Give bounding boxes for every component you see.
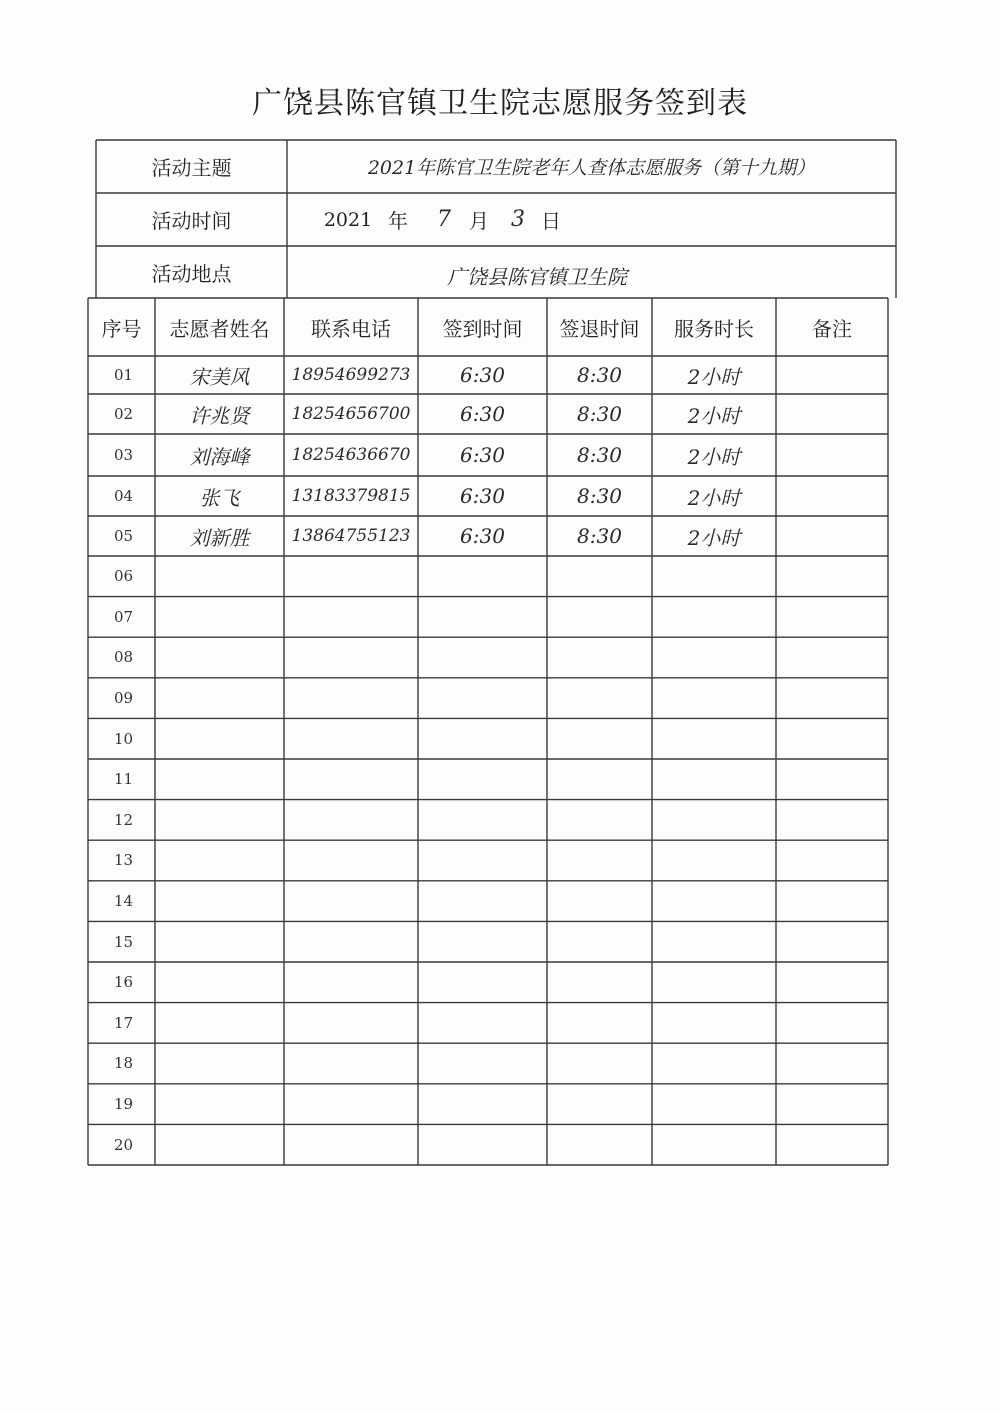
- note: [776, 800, 888, 841]
- time-label: 活动时间: [151, 209, 232, 233]
- sign-out-time: [547, 921, 652, 962]
- volunteer-name: 许兆贤: [189, 403, 250, 428]
- note: [776, 597, 888, 638]
- sign-out-time: 8:30: [577, 443, 622, 467]
- phone-number: [284, 759, 418, 800]
- note: [776, 637, 888, 678]
- volunteer-name: [155, 556, 284, 597]
- phone-number: [284, 678, 418, 719]
- service-duration: [652, 637, 776, 678]
- volunteer-name: 宋美风: [189, 364, 250, 389]
- note: [776, 1003, 888, 1044]
- phone-number: [284, 597, 418, 638]
- sign-in-time: [418, 1124, 547, 1165]
- sign-out-time: [547, 718, 652, 759]
- phone-number: [284, 556, 418, 597]
- sign-out-time: [547, 840, 652, 881]
- sign-out-time: 8:30: [577, 524, 622, 548]
- row-number: 08: [114, 648, 134, 667]
- sign-in-time: 6:30: [460, 524, 505, 548]
- phone-number: [284, 1043, 418, 1084]
- sign-out-time: [547, 962, 652, 1003]
- sign-out-time: [547, 1043, 652, 1084]
- phone-number: [284, 962, 418, 1003]
- service-duration: 2小时: [687, 364, 741, 389]
- service-duration: [652, 1003, 776, 1044]
- header-note: 备注: [812, 316, 852, 341]
- sign-out-time: [547, 1084, 652, 1125]
- phone-number: [284, 637, 418, 678]
- sign-in-time: [418, 1043, 547, 1084]
- phone-number: [284, 1084, 418, 1125]
- sign-in-time: 6:30: [460, 402, 505, 426]
- sign-in-time: [418, 800, 547, 841]
- volunteer-name: [155, 597, 284, 638]
- header-sign-out: 签退时间: [559, 316, 640, 341]
- volunteer-name: [155, 1003, 284, 1044]
- row-number: 05: [114, 527, 134, 545]
- volunteer-name: 张飞: [199, 485, 240, 510]
- row-number: 11: [114, 770, 134, 789]
- phone-number: [284, 800, 418, 841]
- sign-in-time: [418, 718, 547, 759]
- theme-value: 2021年陈官卫生院老年人查体志愿服务（第十九期）: [367, 157, 816, 179]
- row-number: 07: [114, 607, 134, 626]
- sign-in-time: [418, 962, 547, 1003]
- volunteer-name: [155, 881, 284, 922]
- service-duration: [652, 1084, 776, 1125]
- row-number: 16: [114, 973, 134, 992]
- service-duration: [652, 759, 776, 800]
- sign-in-time: [418, 921, 547, 962]
- sign-out-time: [547, 1124, 652, 1165]
- sign-out-time: 8:30: [577, 363, 622, 387]
- volunteer-name: [155, 637, 284, 678]
- row-number: 14: [114, 892, 134, 911]
- sign-out-time: [547, 881, 652, 922]
- note: [776, 356, 888, 394]
- sign-in-time: 6:30: [460, 363, 505, 387]
- sign-out-time: [547, 800, 652, 841]
- time-year-unit: 年: [388, 209, 408, 233]
- sign-in-time: 6:30: [460, 443, 505, 467]
- sign-out-time: 8:30: [577, 484, 622, 508]
- time-month: 7: [437, 207, 451, 232]
- sign-out-time: [547, 678, 652, 719]
- row-number: 13: [114, 851, 134, 870]
- time-day-unit: 日: [541, 209, 561, 233]
- sign-out-time: [547, 597, 652, 638]
- row-number: 17: [114, 1013, 134, 1032]
- note: [776, 556, 888, 597]
- volunteer-name: [155, 678, 284, 719]
- phone-number: [284, 840, 418, 881]
- service-duration: [652, 962, 776, 1003]
- row-number: 12: [114, 810, 134, 829]
- sign-in-time: [418, 556, 547, 597]
- row-number: 03: [114, 446, 134, 464]
- row-number: 15: [114, 932, 134, 951]
- note: [776, 718, 888, 759]
- header-duration: 服务时长: [674, 316, 754, 341]
- service-duration: [652, 800, 776, 841]
- sign-in-time: [418, 759, 547, 800]
- note: [776, 881, 888, 922]
- note: [776, 840, 888, 881]
- sign-out-time: [547, 637, 652, 678]
- row-number: 18: [114, 1054, 134, 1073]
- time-day: 3: [511, 207, 525, 232]
- sign-in-time: [418, 1003, 547, 1044]
- row-number: 19: [114, 1095, 134, 1114]
- note: [776, 516, 888, 556]
- phone-number: 13183379815: [291, 486, 411, 506]
- service-duration: 2小时: [687, 444, 741, 469]
- header-seq: 序号: [101, 316, 142, 341]
- service-duration: 2小时: [687, 485, 741, 510]
- phone-number: 18254636670: [291, 445, 411, 465]
- volunteer-name: [155, 800, 284, 841]
- volunteer-name: [155, 962, 284, 1003]
- time-year: 2021: [323, 208, 373, 231]
- row-number: 06: [114, 567, 134, 586]
- note: [776, 434, 888, 476]
- note: [776, 1084, 888, 1125]
- volunteer-name: [155, 840, 284, 881]
- volunteer-name: [155, 1043, 284, 1084]
- phone-number: [284, 1003, 418, 1044]
- service-duration: [652, 1124, 776, 1165]
- place-label: 活动地点: [151, 261, 232, 286]
- note: [776, 962, 888, 1003]
- volunteer-name: 刘海峰: [189, 444, 250, 469]
- service-duration: [652, 718, 776, 759]
- row-number: 04: [114, 487, 134, 505]
- phone-number: 18954699273: [291, 365, 411, 385]
- service-duration: [652, 678, 776, 719]
- sign-out-time: 8:30: [577, 402, 622, 426]
- service-duration: [652, 597, 776, 638]
- phone-number: [284, 881, 418, 922]
- place-value: 广饶县陈官镇卫生院: [447, 264, 627, 289]
- sign-in-time: [418, 881, 547, 922]
- row-number: 09: [114, 689, 134, 708]
- row-number: 10: [114, 729, 134, 748]
- note: [776, 759, 888, 800]
- phone-number: [284, 718, 418, 759]
- row-number: 02: [114, 405, 134, 423]
- header-sign-in: 签到时间: [442, 316, 523, 341]
- note: [776, 1124, 888, 1165]
- volunteer-name: 刘新胜: [189, 525, 250, 550]
- phone-number: 13864755123: [291, 526, 411, 546]
- row-number: 01: [114, 366, 134, 384]
- phone-number: 18254656700: [291, 404, 411, 424]
- volunteer-name: [155, 921, 284, 962]
- service-duration: [652, 1043, 776, 1084]
- sign-in-time: [418, 637, 547, 678]
- volunteer-name: [155, 1084, 284, 1125]
- phone-number: [284, 921, 418, 962]
- sign-in-time: [418, 678, 547, 719]
- sign-in-time: [418, 1084, 547, 1125]
- volunteer-name: [155, 1124, 284, 1165]
- header-phone: 联系电话: [311, 316, 391, 341]
- volunteer-name: [155, 759, 284, 800]
- service-duration: [652, 881, 776, 922]
- sign-in-time: 6:30: [460, 484, 505, 508]
- sign-in-time: [418, 840, 547, 881]
- note: [776, 921, 888, 962]
- sign-out-time: [547, 1003, 652, 1044]
- time-month-unit: 月: [469, 209, 489, 233]
- note: [776, 394, 888, 434]
- header-name: 志愿者姓名: [169, 316, 270, 341]
- service-duration: [652, 556, 776, 597]
- theme-label: 活动主题: [151, 156, 232, 180]
- note: [776, 1043, 888, 1084]
- form-title: 广饶县陈官镇卫生院志愿服务签到表: [252, 86, 748, 121]
- phone-number: [284, 1124, 418, 1165]
- sign-in-time: [418, 597, 547, 638]
- row-number: 20: [114, 1135, 134, 1154]
- sign-out-time: [547, 556, 652, 597]
- note: [776, 678, 888, 719]
- sign-out-time: [547, 759, 652, 800]
- service-duration: [652, 840, 776, 881]
- service-duration: 2小时: [687, 403, 741, 428]
- volunteer-name: [155, 718, 284, 759]
- note: [776, 476, 888, 516]
- service-duration: 2小时: [687, 525, 741, 550]
- service-duration: [652, 921, 776, 962]
